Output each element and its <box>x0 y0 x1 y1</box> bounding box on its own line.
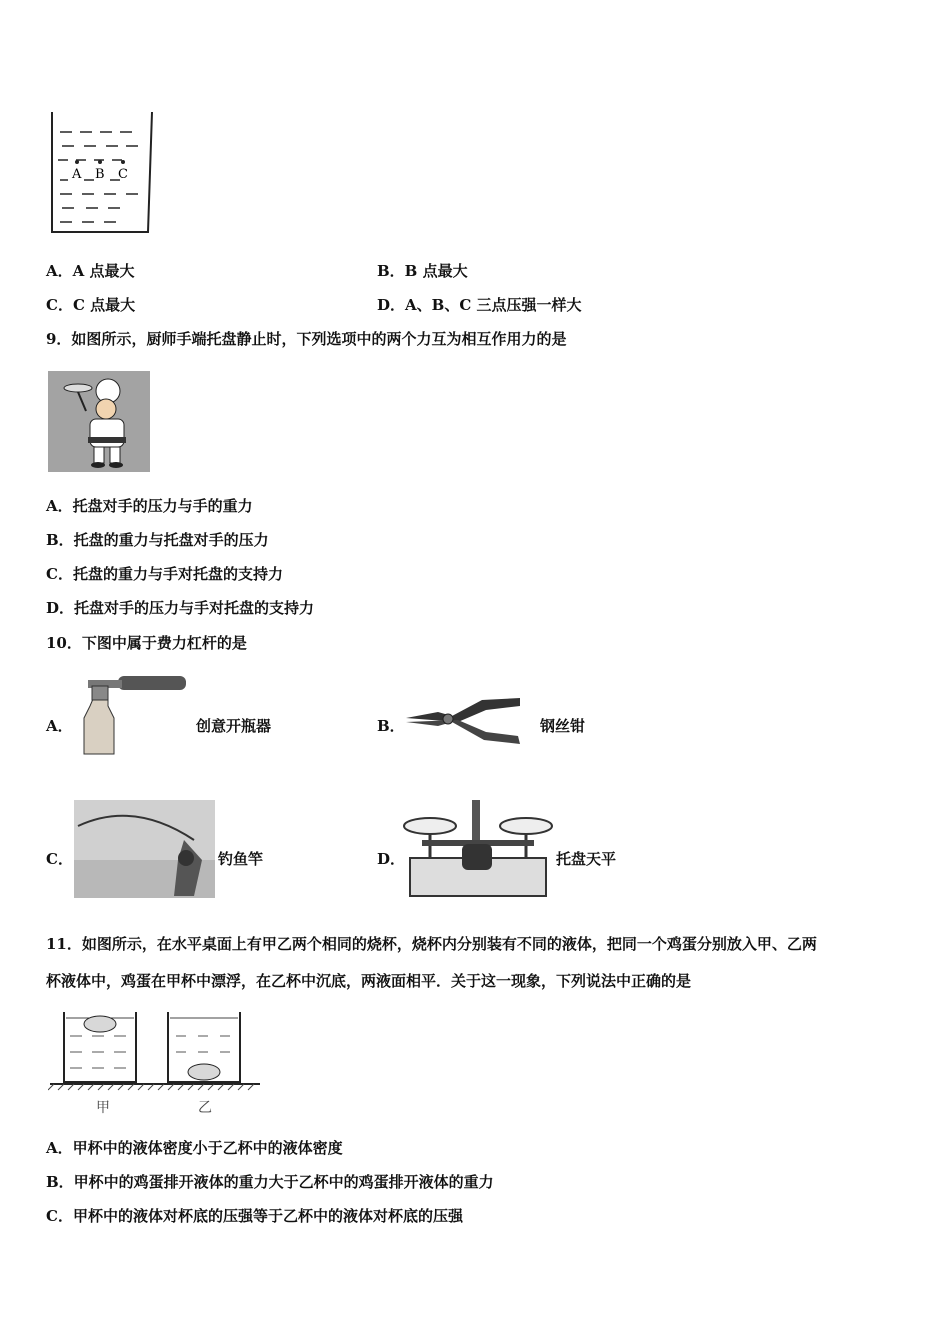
point-b-label: B <box>95 167 105 182</box>
q9-option-a[interactable]: A．托盘对手的压力与手的重力 <box>46 497 253 515</box>
q10-option-a-letter[interactable]: A． <box>46 717 73 735</box>
q10-stem: 10．下图中属于费力杠杆的是 <box>46 634 247 652</box>
q9-option-b[interactable]: B．托盘的重力与托盘对手的压力 <box>46 531 269 549</box>
beaker-yi-label: 乙 <box>198 1100 212 1116</box>
chef-image <box>48 371 150 472</box>
q8-option-d[interactable]: D．A、B、C 三点压强一样大 <box>377 296 582 314</box>
beaker-figure <box>44 108 159 240</box>
q10-option-a-label[interactable]: 创意开瓶器 <box>196 717 272 735</box>
q11-option-b[interactable]: B．甲杯中的鸡蛋排开液体的重力大于乙杯中的鸡蛋排开液体的重力 <box>46 1173 494 1191</box>
fishing-rod-image <box>74 800 215 898</box>
q8-option-a[interactable]: A．A 点最大 <box>46 262 135 280</box>
q10-option-d-letter[interactable]: D． <box>377 850 406 868</box>
q8-option-b[interactable]: B．B 点最大 <box>377 262 468 280</box>
q11-stem-line2: 杯液体中，鸡蛋在甲杯中漂浮，在乙杯中沉底，两液面相平．关于这一现象，下列说法中正确的是 <box>46 972 692 990</box>
two-beakers-figure <box>48 1010 262 1118</box>
beaker-jia-label: 甲 <box>96 1100 110 1116</box>
q11-option-a[interactable]: A．甲杯中的液体密度小于乙杯中的液体密度 <box>46 1139 343 1157</box>
q11-stem-line1: 11．如图所示，在水平桌面上有甲乙两个相同的烧杯，烧杯内分别装有不同的液体，把同一个鸡蛋分别放入甲、乙两 <box>46 935 817 953</box>
q10-option-c-letter[interactable]: C． <box>46 850 73 868</box>
q9-option-c[interactable]: C．托盘的重力与手对托盘的支持力 <box>46 565 283 583</box>
q10-option-b-label[interactable]: 钢丝钳 <box>540 717 586 735</box>
q8-option-c[interactable]: C．C 点最大 <box>46 296 136 314</box>
q11-option-c[interactable]: C．甲杯中的液体对杯底的压强等于乙杯中的液体对杯底的压强 <box>46 1207 463 1225</box>
q9-stem: 9．如图所示，厨师手端托盘静止时，下列选项中的两个力互为相互作用力的是 <box>46 330 567 348</box>
balance-scale-image <box>402 796 554 900</box>
bottle-opener-image <box>78 670 192 756</box>
pliers-image <box>402 692 524 752</box>
q10-option-d-label[interactable]: 托盘天平 <box>556 850 617 868</box>
q10-option-b-letter[interactable]: B． <box>377 717 405 735</box>
point-a-label: A <box>72 167 82 182</box>
point-c-label: C <box>118 167 128 182</box>
q9-option-d[interactable]: D．托盘对手的压力与手对托盘的支持力 <box>46 599 315 617</box>
q10-option-c-label[interactable]: 钓鱼竿 <box>218 850 264 868</box>
